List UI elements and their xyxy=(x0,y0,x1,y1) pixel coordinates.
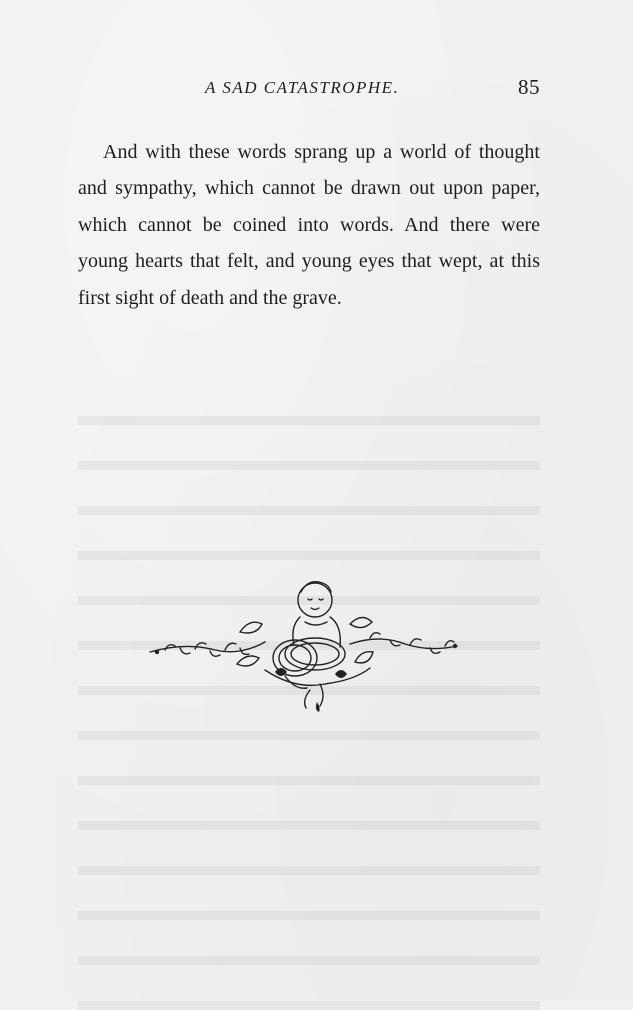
body-paragraph: And with these words sprang up a world of thought and sympathy, which cannot be drawn out upon paper, which cannot be coined into words. And there were young hearts that felt, and young eyes that wept, at this first sight of death and the grave. xyxy=(78,141,540,309)
page-header xyxy=(78,75,540,108)
cherub-with-rings-vignette-icon xyxy=(145,572,465,712)
running-title: A SAD CATASTROPHE. xyxy=(205,78,400,97)
page-number: 85 xyxy=(518,75,540,99)
